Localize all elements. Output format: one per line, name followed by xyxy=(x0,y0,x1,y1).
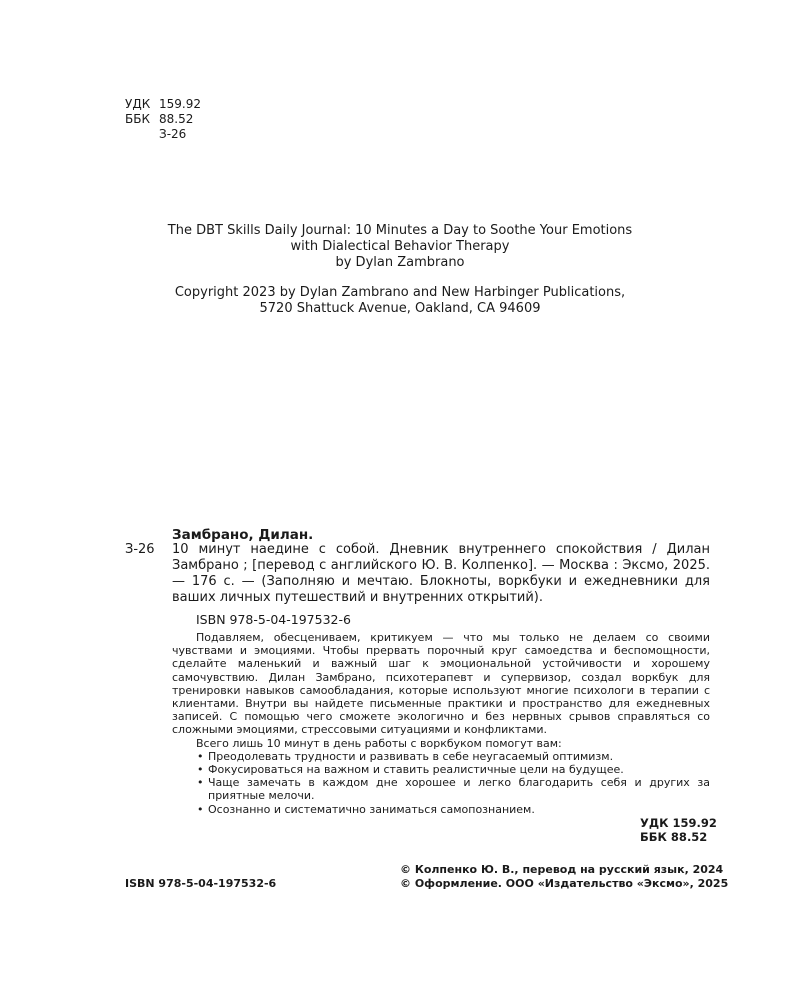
annotation-paragraph: Подавляем, обесцениваем, критикуем — что мы только не делаем со своими чувствами и эмоциями. Чтобы прервать порочный круг самоедства и беспомощности, сделайте маленький и важный шаг к эмоциональной устойчивости и хорошему самочувствию. Дилан Замбрано, психотерапевт и супервизор, создал воркбук для тренировки навыков самообладания, которые используют многие психологи в терапии с клиентами. Внутри вы найдете письменные практики и пространство для ежедневных записей. С помощью чего сможете экологично и без нервных срывов справляться со сложными эмоциями, стрессовыми ситуациями и конфликтами. xyxy=(172,631,710,737)
udk-row xyxy=(125,97,201,112)
catalog-author-heading: Замбрано, Дилан. xyxy=(172,527,314,543)
original-edition-block xyxy=(0,223,800,317)
translation-copyright: © Колпенко Ю. В., перевод на русский язык, 2024 xyxy=(400,863,724,876)
annotation-bullet: • Осознанно и систематично заниматься самопознанием. xyxy=(196,803,710,816)
original-copyright-line-1: Copyright 2023 by Dylan Zambrano and New Harbinger Publications, xyxy=(174,285,626,300)
annotation-bullet-list xyxy=(172,750,710,816)
original-title-line-2: with Dialectical Behavior Therapy xyxy=(290,239,510,254)
original-copyright-line-2: 5720 Shattuck Avenue, Oakland, CA 94609 xyxy=(259,301,541,316)
annotation-bullet: • Чаще замечать в каждом дне хорошее и легко благодарить себя и других за приятные мелочи. xyxy=(196,776,710,802)
annotation-lead: Всего лишь 10 минут в день работы с воркбуком помогут вам: xyxy=(196,736,562,750)
udk-value: 159.92 xyxy=(159,97,201,111)
catalog-description: 10 минут наедине с собой. Дневник внутреннего спокойствия / Дилан Замбрано ; [перевод с английского Ю. В. Колпенко]. — Москва : Эксмо, 2025. — 176 с. — (Заполняю и мечтаю. Блокноты, воркбуки и ежедневники для ваших личных путешествий и внутренних открытий). xyxy=(172,542,710,605)
isbn-bottom: ISBN 978-5-04-197532-6 xyxy=(125,877,277,890)
udk-bottom: УДК 159.92 xyxy=(640,816,717,830)
catalog-isbn: ISBN 978-5-04-197532-6 xyxy=(196,612,351,627)
copyright-notices xyxy=(400,863,728,891)
design-copyright: © Оформление. ООО «Издательство «Эксмо», 2025 xyxy=(400,877,729,890)
udk-label: УДК xyxy=(125,97,151,111)
original-author-line: by Dylan Zambrano xyxy=(335,255,465,270)
author-code-label xyxy=(125,127,159,142)
catalog-author-code: З-26 xyxy=(125,542,155,557)
annotation-block xyxy=(172,631,710,816)
bbk-value: 88.52 xyxy=(159,112,194,126)
classification-codes-top xyxy=(125,97,201,142)
annotation-bullet: • Фокусироваться на важном и ставить реалистичные цели на будущее. xyxy=(196,763,710,776)
bbk-bottom: ББК 88.52 xyxy=(640,830,708,844)
original-title-line-1: The DBT Skills Daily Journal: 10 Minutes a Day to Soothe Your Emotions xyxy=(167,223,633,238)
author-code-row xyxy=(125,127,201,142)
author-code-value: З-26 xyxy=(159,127,187,141)
bbk-row xyxy=(125,112,201,127)
classification-codes-bottom xyxy=(640,816,717,844)
bbk-label: ББК xyxy=(125,112,150,126)
annotation-bullet: • Преодолевать трудности и развивать в себе неугасаемый оптимизм. xyxy=(196,750,710,763)
